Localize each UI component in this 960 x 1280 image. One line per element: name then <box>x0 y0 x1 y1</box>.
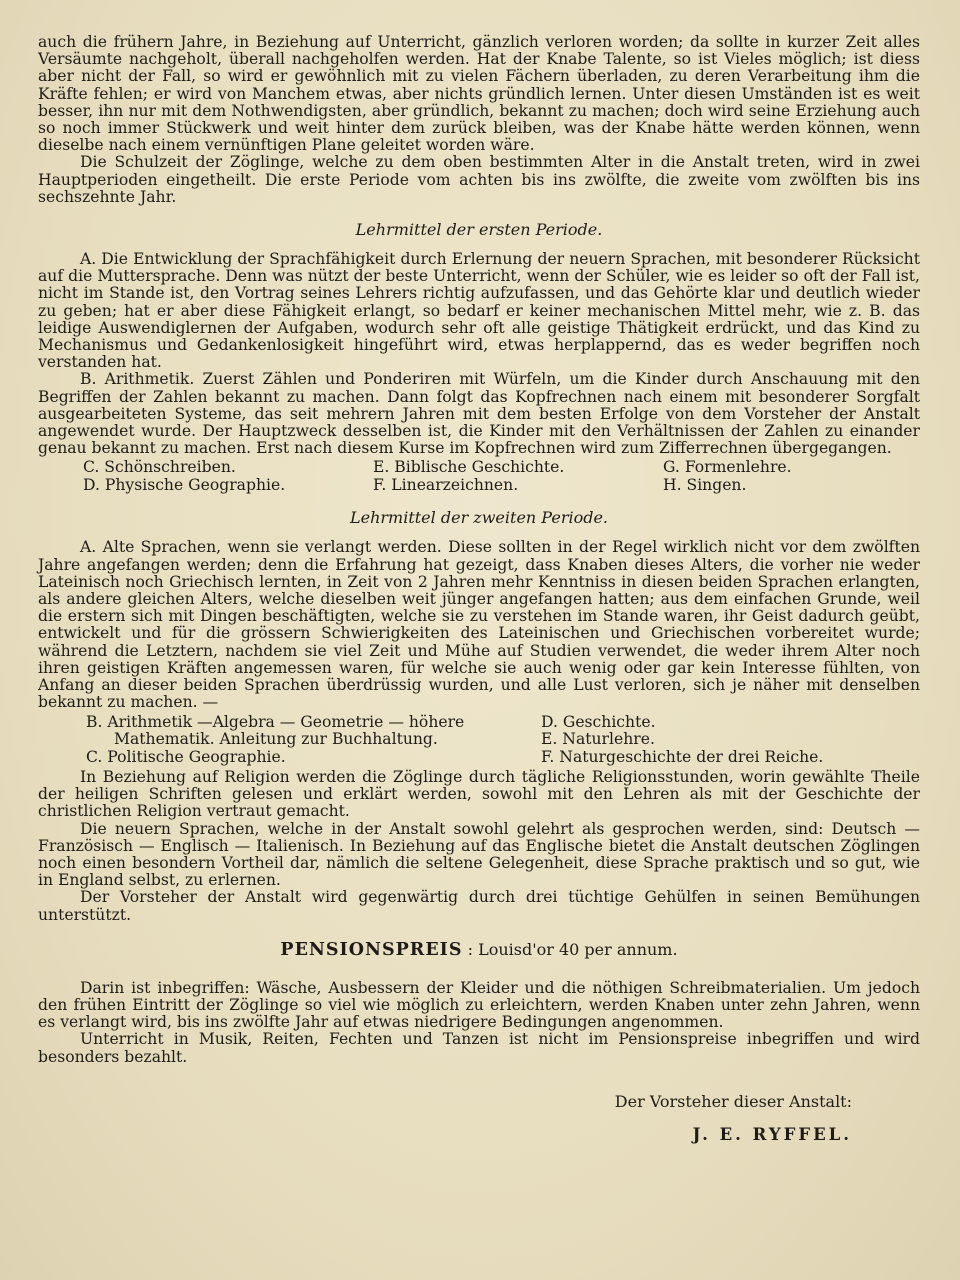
subject-column-right <box>541 714 920 767</box>
extra-lessons-paragraph: Unterricht in Musik, Reiten, Fechten und Tanzen ist nicht im Pensionspreise inbegriffen und wird besonders bezahlt. <box>38 1030 920 1066</box>
languages-paragraph: Die neuern Sprachen, welche in der Anstalt sowohl gelehrt als gesprochen werden, sind: Deutsch — Französisch — Englisch — Italienisch. In Beziehung auf das Englische bietet die Anstalt deutschen Zöglingen noch einen besondern Vortheil dar, nämlich die seltene Gelegenheit, diese Sprache praktisch und so gut, wie in England selbst, zu erlernen. <box>38 819 920 890</box>
intro-paragraph: auch die frühern Jahre, in Beziehung auf Unterricht, gänzlich verloren worden; da sollte in kurzer Zeit alles Versäumte nachgeholt, überall nachgeholfen werden. Hat der Knabe Talente, so ist Vieles möglich; ist diess aber nicht der Fall, so wird er gewöhnlich mit zu vielen Fächern überladen, zu deren Verarbeitung ihm die Kräfte fehlen; er wird von Manchem etwas, aber nichts gründlich lernen. Unter diesen Umständen ist es weit besser, ihn nur mit dem Nothwendigsten, aber gründlich, bekannt zu machen; doch wird seine Erziehung auch so noch immer Stückwerk und weit hinter dem zurück bleiben, was der Knabe hätte werden können, wenn dieselbe nach einem vernünftigen Plane geleitet worden wäre. <box>38 33 920 155</box>
list-item: F. Naturgeschichte der drei Reiche. <box>541 747 824 766</box>
pension-separator: : <box>467 939 473 959</box>
religion-paragraph: In Beziehung auf Religion werden die Zöglinge durch tägliche Religionsstunden, worin gewählte Theile der heiligen Schriften gelesen und erklärt werden, sowohl mit den Lehren als mit der Geschichte der christlichen Religion vertraut gemacht. <box>38 768 920 821</box>
list-item: Mathematik. Anleitung zur Buchhaltung. <box>114 730 438 748</box>
first-period-heading: Lehrmittel der ersten Periode. <box>355 220 603 240</box>
subject-column-left <box>86 714 541 767</box>
list-item: E. Biblische Geschichte. <box>373 458 565 477</box>
assistants-paragraph: Der Vorsteher der Anstalt wird gegenwärtig durch drei tüchtige Gehülfen in seinen Bemühungen unterstützt. <box>38 888 920 924</box>
first-period-item-a: A. Die Entwicklung der Sprachfähigkeit durch Erlernung der neuern Sprachen, mit besonderer Rücksicht auf die Muttersprache. Denn was nützt der beste Unterricht, wenn der Schüler, wie es leider so oft der Fall ist, nicht im Stande ist, den Vortrag seines Lehrers richtig aufzufassen, und das Gehörte klar und deutlich wieder zu geben; hat er aber diese Fähigkeit erlangt, so bedarf er keiner mechanischen Mittel mehr, wie z. B. das leidige Auswendiglernen der Aufgaben, wodurch sehr oft alle geistige Thätigkeit erdrückt, und das Kind zu Mechanismus und Gedankenlosigkeit hingeführt wird, etwas herplappernd, das es weder begriffen noch verstanden hat. <box>38 250 920 372</box>
pension-price: Louisd'or 40 per annum. <box>478 939 678 959</box>
list-item: C. Politische Geographie. <box>86 747 286 766</box>
list-item: F. Linearzeichnen. <box>373 475 519 494</box>
signature-title: Der Vorsteher dieser Anstalt: <box>614 1091 852 1111</box>
second-period-item-a: A. Alte Sprachen, wenn sie verlangt werden. Diese sollten in der Regel wirklich nicht vor dem zwölften Jahre angefangen werden; denn die Erfahrung hat gezeigt, dass Knaben dieses Alters, die vorher nie weder Lateinisch noch Griechisch lernten, in Zeit von 2 Jahren mehr Kenntniss in diesen beiden Sprachen erlangten, als andere gleichen Alters, welche dieselben weit jünger angefangen hatten; aus dem einfachen Grunde, weil die erstern sich mit Dingen beschäftigten, welche sie zu verstehen im Stande waren, ihr Geist dadurch geübt, entwickelt und für die grössern Schwierigkeiten des Lateinischen und Griechischen vorbereitet wurde; während die Letztern, nachdem sie viel Zeit und Mühe auf Studien verwendet, die weder ihrem Alter noch ihren geistigen Kräften angemessen waren, für welche sie auch wenig oder gar kein Interesse fühlten, von Anfang an dieser beiden Sprachen überdrüssig wurden, und alle Lust verloren, sich je näher mit denselben bekannt zu machen. — <box>38 538 920 712</box>
first-period-subject-list <box>38 459 920 494</box>
list-item: D. Geschichte. <box>541 712 656 731</box>
list-item: E. Naturlehre. <box>541 730 655 748</box>
second-period-heading: Lehrmittel der zweiten Periode. <box>349 508 609 528</box>
list-item: C. Schönschreiben. <box>83 458 236 477</box>
list-item: H. Singen. <box>663 475 747 494</box>
list-item: D. Physische Geographie. <box>83 475 286 494</box>
pension-label: PENSIONSPREIS <box>280 939 463 960</box>
second-period-subject-list <box>38 714 920 767</box>
list-item: G. Formenlehre. <box>663 458 792 477</box>
list-item: B. Arithmetik —Algebra — Geometrie — höhere <box>86 712 465 731</box>
pension-price-line <box>38 940 920 960</box>
school-periods-paragraph: Die Schulzeit der Zöglinge, welche zu dem oben bestimmten Alter in die Anstalt treten, wird in zwei Hauptperioden eingetheilt. Die erste Periode vom achten bis ins zwölfte, die zweite vom zwölften bis ins sechszehnte Jahr. <box>38 153 920 206</box>
signature-block <box>38 1092 920 1144</box>
first-period-item-b: B. Arithmetik. Zuerst Zählen und Ponderiren mit Würfeln, um die Kinder durch Anschauung mit den Begriffen der Zahlen bekannt zu machen. Dann folgt das Kopfrechnen nach einem mit besonderer Sorgfalt ausgearbeiteten Systeme, das seit mehrern Jahren mit dem besten Erfolge von dem Vorsteher der Anstalt angewendet wurde. Der Hauptzweck desselben ist, die Kinder mit den Verhältnissen der Zahlen zu einander genau bekannt zu machen. Erst nach diesem Kurse im Kopfrechnen wird zum Zifferrechnen übergegangen. <box>38 370 920 458</box>
signature-name: J. E. RYFFEL. <box>692 1124 852 1144</box>
included-paragraph: Darin ist inbegriffen: Wäsche, Ausbessern der Kleider und die nöthigen Schreibmaterialien. Um jedoch den frühen Eintritt der Zöglinge so viel wie möglich zu erleichtern, werden Knaben unter zehn Jahren, wenn es verlangt wird, bis ins zwölfte Jahr auf etwas niedrigere Bedingungen angenommen. <box>38 978 920 1032</box>
